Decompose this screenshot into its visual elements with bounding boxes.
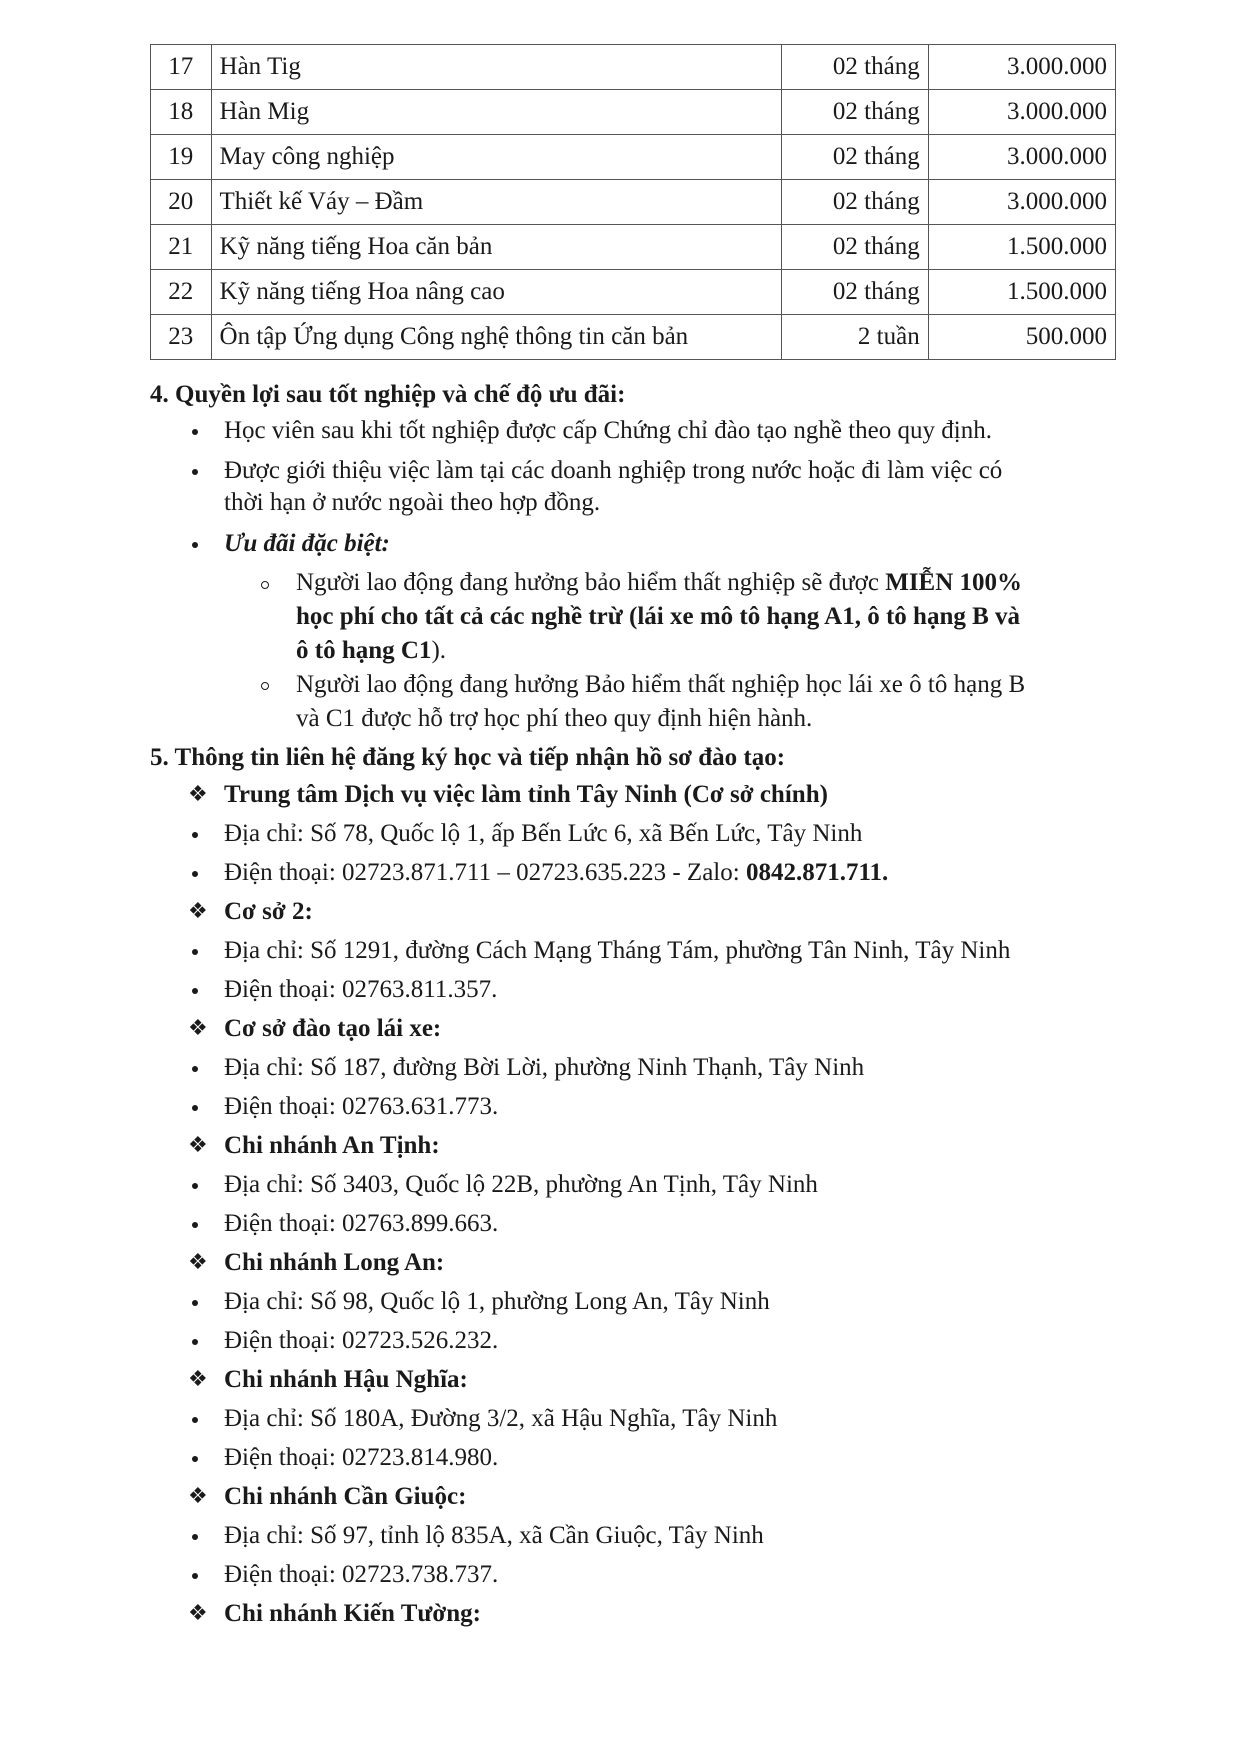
bullet-icon [192,988,198,994]
bullet-icon [192,1534,198,1540]
diamond-bullet-icon: ❖ [188,1016,208,1041]
benefit-job-line1: Được giới thiệu việc làm tại các doanh nghiệp trong nước hoặc đi làm việc có [224,457,1003,484]
branch-name: Chi nhánh An Tịnh: [224,1132,440,1159]
row-number: 23 [151,315,212,360]
bullet-icon [192,1417,198,1423]
course-duration: 02 tháng [781,135,928,180]
course-fee: 3.000.000 [928,180,1115,225]
diamond-bullet-icon: ❖ [188,782,208,807]
branch-phone: Điện thoại: 02723.526.232. [224,1327,499,1354]
course-name: Hàn Mig [211,90,781,135]
course-fee: 3.000.000 [928,135,1115,180]
course-fee: 3.000.000 [928,90,1115,135]
course-table-body [151,45,1116,360]
special-offer-1-line3 [296,634,446,668]
bullet-icon [192,949,198,955]
row-number: 17 [151,45,212,90]
bullet-icon [192,1339,198,1345]
table-row [151,225,1116,270]
course-duration: 02 tháng [781,45,928,90]
branch-address: Địa chỉ: Số 180A, Đường 3/2, xã Hậu Nghĩa, Tây Ninh [224,1405,778,1432]
diamond-bullet-icon: ❖ [188,1601,208,1626]
course-fee: 1.500.000 [928,225,1115,270]
bullet-icon [192,1456,198,1462]
course-name: Ôn tập Ứng dụng Công nghệ thông tin căn bản [211,315,781,360]
course-name: May công nghiệp [211,135,781,180]
branch-phone: Điện thoại: 02763.899.663. [224,1210,499,1237]
course-name: Hàn Tig [211,45,781,90]
main-office-address: Địa chỉ: Số 78, Quốc lộ 1, ấp Bến Lức 6, xã Bến Lức, Tây Ninh [224,820,863,847]
branch-address: Địa chỉ: Số 98, Quốc lộ 1, phường Long An, Tây Ninh [224,1288,770,1315]
table-row [151,270,1116,315]
course-name: Kỹ năng tiếng Hoa nâng cao [211,270,781,315]
branch-phone: Điện thoại: 02723.738.737. [224,1561,499,1588]
main-office-phone-numbers: Điện thoại: 02723.871.711 – 02723.635.223 - Zalo: [224,859,746,886]
branch-name: Chi nhánh Hậu Nghĩa: [224,1366,468,1393]
bullet-icon [192,542,198,548]
special-offer-1-line1 [296,566,1022,600]
course-duration: 02 tháng [781,180,928,225]
diamond-bullet-icon: ❖ [188,1367,208,1392]
bullet-icon [192,871,198,877]
course-name: Kỹ năng tiếng Hoa căn bản [211,225,781,270]
course-fee: 1.500.000 [928,270,1115,315]
circle-bullet-icon [261,682,269,690]
special-offer-1-exception-end: ô tô hạng C1 [296,637,432,664]
zalo-number: 0842.871.711. [745,859,889,886]
bullet-icon [192,1066,198,1072]
table-row [151,180,1116,225]
section-4-heading: 4. Quyền lợi sau tốt nghiệp và chế độ ưu đãi: [150,381,626,408]
branch-address: Địa chỉ: Số 187, đường Bời Lời, phường Ninh Thạnh, Tây Ninh [224,1054,865,1081]
circle-bullet-icon [261,581,269,589]
bullet-icon [192,429,198,435]
course-duration: 02 tháng [781,90,928,135]
bullet-icon [192,1300,198,1306]
bullet-icon [192,1573,198,1579]
branch-phone: Điện thoại: 02763.811.357. [224,976,498,1003]
special-offer-heading: Ưu đãi đặc biệt: [224,530,390,557]
table-row [151,135,1116,180]
branch-phone: Điện thoại: 02723.814.980. [224,1444,499,1471]
row-number: 18 [151,90,212,135]
course-duration: 02 tháng [781,270,928,315]
row-number: 22 [151,270,212,315]
course-fee-table [150,44,1116,360]
benefit-certificate: Học viên sau khi tốt nghiệp được cấp Chứng chỉ đào tạo nghề theo quy định. [224,417,992,444]
special-offer-1-line2: học phí cho tất cả các nghề trừ (lái xe mô tô hạng A1, ô tô hạng B và [296,603,1021,630]
bullet-icon [192,1222,198,1228]
course-duration: 2 tuần [781,315,928,360]
special-offer-2-line1: Người lao động đang hưởng Bảo hiểm thất nghiệp học lái xe ô tô hạng B [296,671,1026,698]
branch-address: Địa chỉ: Số 3403, Quốc lộ 22B, phường An Tịnh, Tây Ninh [224,1171,818,1198]
course-name: Thiết kế Váy – Đầm [211,180,781,225]
course-fee: 500.000 [928,315,1115,360]
branch-address: Địa chỉ: Số 97, tỉnh lộ 835A, xã Cần Giuộc, Tây Ninh [224,1522,764,1549]
special-offer-1-text: Người lao động đang hưởng bảo hiểm thất nghiệp sẽ được [296,569,886,596]
branch-phone: Điện thoại: 02763.631.773. [224,1093,499,1120]
diamond-bullet-icon: ❖ [188,1133,208,1158]
bullet-icon [192,832,198,838]
branch-name: Cơ sở 2: [224,898,313,925]
row-number: 19 [151,135,212,180]
section-5-heading: 5. Thông tin liên hệ đăng ký học và tiếp nhận hồ sơ đào tạo: [150,744,786,771]
table-row [151,90,1116,135]
bullet-icon [192,1183,198,1189]
free-tuition-emphasis: MIỄN 100% [885,569,1023,596]
diamond-bullet-icon: ❖ [188,1484,208,1509]
course-duration: 02 tháng [781,225,928,270]
bullet-icon [192,1105,198,1111]
branch-name: Chi nhánh Cần Giuộc: [224,1483,467,1510]
special-offer-2-line2: và C1 được hỗ trợ học phí theo quy định hiện hành. [296,705,813,732]
branch-name: Cơ sở đào tạo lái xe: [224,1015,442,1042]
branch-address: Địa chỉ: Số 1291, đường Cách Mạng Tháng Tám, phường Tân Ninh, Tây Ninh [224,937,1011,964]
special-offer-1-closing: ). [431,637,447,664]
branch-name: Chi nhánh Kiến Tường: [224,1600,481,1627]
branch-name: Chi nhánh Long An: [224,1249,445,1276]
row-number: 21 [151,225,212,270]
benefit-job-line2: thời hạn ở nước ngoài theo hợp đồng. [224,489,601,516]
main-office-phone [224,856,888,890]
course-fee: 3.000.000 [928,45,1115,90]
bullet-icon [192,469,198,475]
row-number: 20 [151,180,212,225]
table-row [151,45,1116,90]
table-row [151,315,1116,360]
diamond-bullet-icon: ❖ [188,1250,208,1275]
main-office-name: Trung tâm Dịch vụ việc làm tỉnh Tây Ninh (Cơ sở chính) [224,781,828,808]
diamond-bullet-icon: ❖ [188,899,208,924]
